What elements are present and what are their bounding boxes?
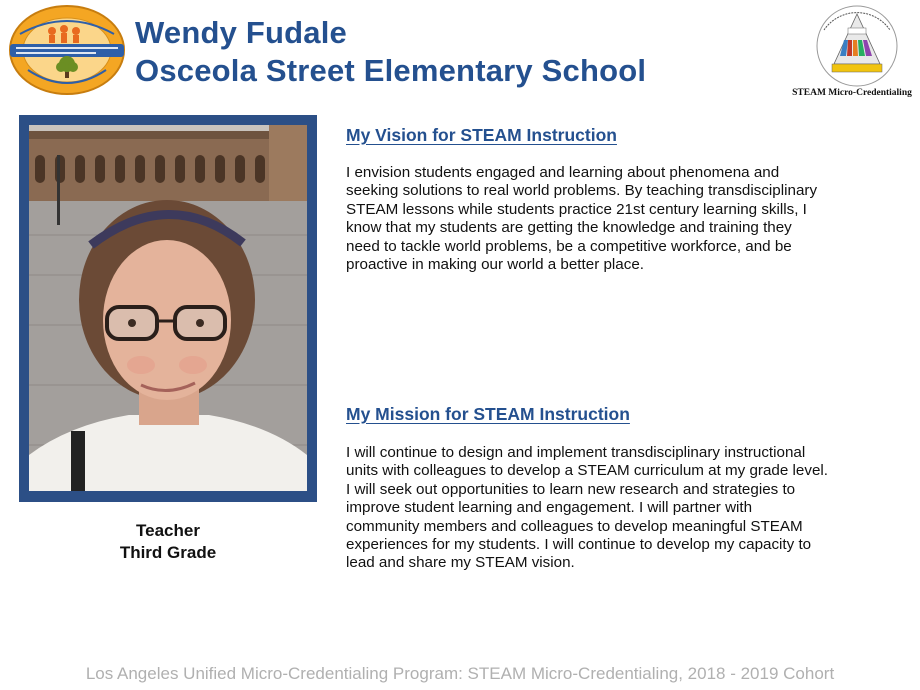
role-title: Teacher: [136, 521, 200, 540]
teacher-role: [19, 520, 317, 564]
vision-line: need to tackle world problems, be a competitive workforce, and be: [346, 237, 792, 255]
mission-line: I will continue to design and implement transdisciplinary instructional: [346, 444, 806, 461]
vision-line: seeking solutions to real world problems. By teaching transdisciplinary: [346, 182, 818, 200]
vision-line: know that my students are getting the knowledge and training they: [346, 219, 792, 237]
mission-line: lead and share my STEAM vision.: [346, 554, 575, 572]
mission-line: units with colleagues to develop a STEAM curriculum at my grade level.: [346, 462, 829, 480]
steam-pyramid-icon: [804, 4, 910, 88]
page-title: [135, 14, 646, 90]
mission-heading: My Mission for STEAM Instruction: [346, 404, 630, 424]
role-grade: Third Grade: [119, 543, 217, 562]
mission-line: experiences for my students. I will continue to develop my capacity to: [346, 536, 812, 554]
vision-line: I envision students engaged and learning about phenomena and: [346, 164, 780, 181]
mission-line: community members and colleagues to develop meaningful STEAM: [346, 517, 803, 535]
school-name: Osceola Street Elementary School: [135, 53, 647, 88]
teacher-portrait-photo: [29, 125, 307, 491]
mission-text: [346, 444, 906, 573]
footer-text: Los Angeles Unified Micro-Credentialing Program: STEAM Micro-Credentialing, 2018 - 2019 Cohort: [85, 664, 835, 683]
lausd-seal-icon: [8, 4, 126, 96]
vision-text: [346, 164, 906, 274]
vision-line: STEAM lessons while students practice 21st century learning skills, I: [346, 200, 807, 218]
photo-frame: [19, 115, 317, 502]
steam-credential-caption: STEAM Micro-Credentialing: [792, 88, 912, 98]
mission-line: I will seek out opportunities to learn new research and strategies to: [346, 480, 796, 498]
teacher-name: Wendy Fudale: [135, 15, 347, 50]
vision-heading: My Vision for STEAM Instruction: [346, 125, 617, 145]
mission-line: improve student learning and engagement. I will partner with: [346, 499, 753, 517]
vision-line: proactive in making our world a better place.: [346, 256, 644, 274]
